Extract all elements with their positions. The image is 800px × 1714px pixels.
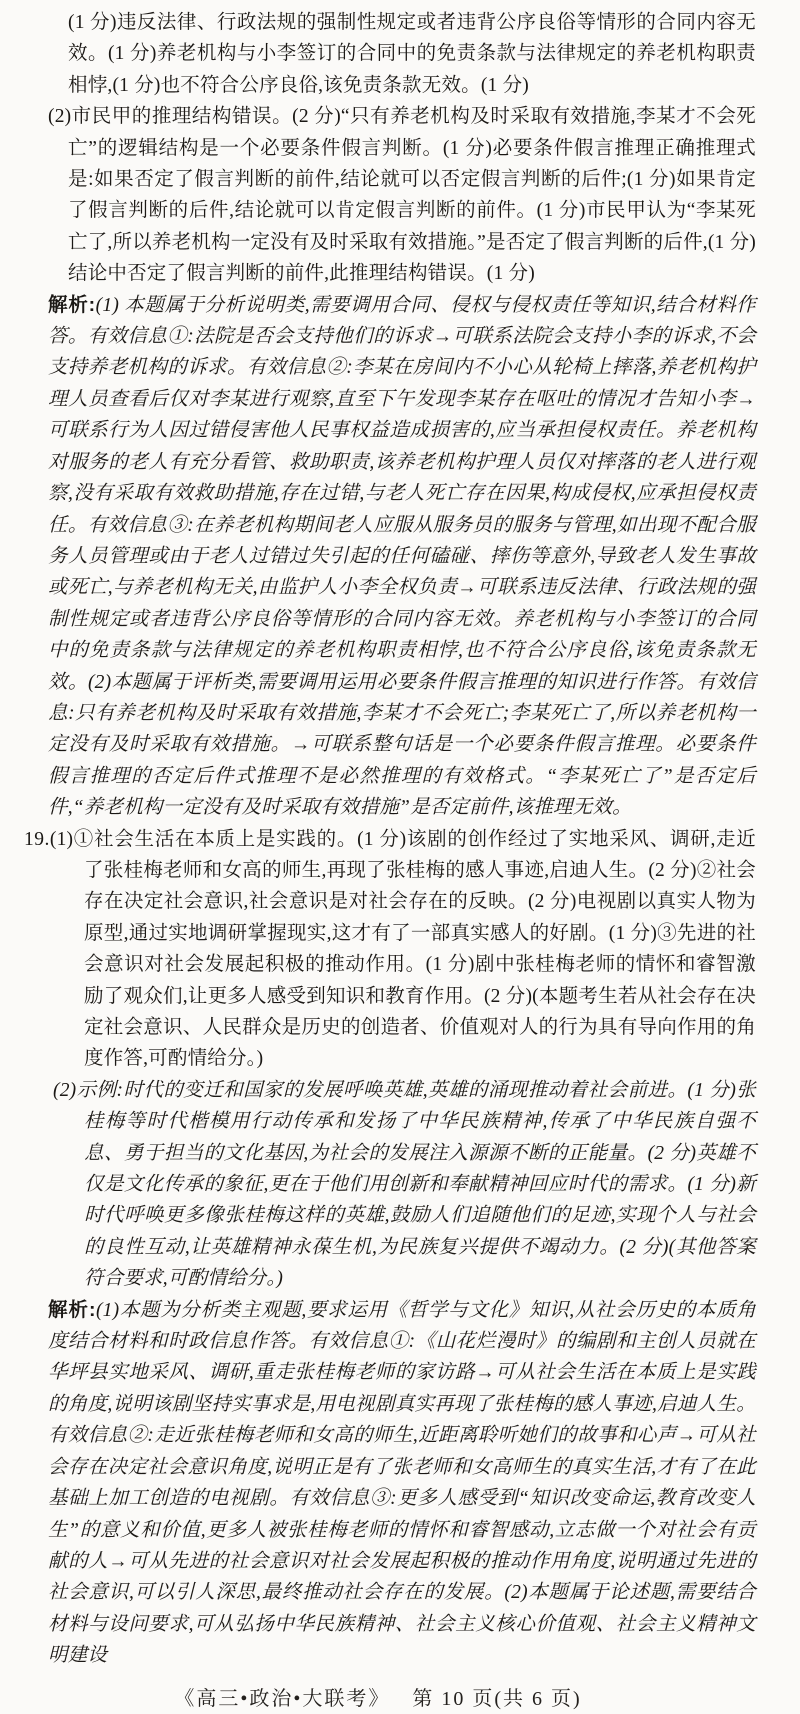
item-marker: (1) [49,828,74,850]
q18-answer1-continuation: (1 分)违反法律、行政法规的强制性规定或者违背公序良俗等情形的合同内容无效。(1 分)养老机构与小李签订的合同中的免责条款与法律规定的养老机构职责相悖,(1 分)也不符合公序良俗,该免责条款无效。(1 分) [68,12,756,96]
item-marker: (2) [48,106,72,128]
analysis-text: (1) 本题属于分析说明类,需要调用合同、侵权与侵权责任等知识,结合材料作答。有效信息①:法院是否会支持他们的诉求→可联系法院会支持小李的诉求,不会支持养老机构的诉求。有效信息②:李某在房间内不小心从轮椅上摔落,养老机构护理人员查看后仅对李某进行观察,直至下午发现李某存在呕吐的情况才告知小李→可联系行为人因过错侵害他人民事权益造成损害的,应当承担侵权责任。养老机构对服务的老人有充分看管、救助职责,该养老机构护理人员仅对摔落的老人进行观察,没有采取有效救助措施,存在过错,与老人死亡存在因果,构成侵权,应承担侵权责任。有效信息③:在养老机构期间老人应服从服务员的服务与管理,如出现不配合服务人员管理或由于老人过错过失引起的任何磕碰、摔伤等意外,导致老人发生事故或死亡,与养老机构无关,由监护人小李全权负责→可联系违反法律、行政法规的强制性规定或者违背公序良俗等情形的合同内容无效。养老机构与小李签订的合同中的免责条款与法律规定的养老机构职责相悖,也不符合公序良俗,该免责条款无效。(2)本题属于评析类,需要调用运用必要条件假言推理的知识进行作答。有效信息:只有养老机构及时采取有效措施,李某才不会死亡;李某死亡了,所以养老机构一定没有及时采取有效措施。→可联系整句话是一个必要条件假言推理。必要条件假言推理的否定后件式推理不是必然推理的有效格式。“李某死亡了”是否定后件,“养老机构一定没有及时采取有效措施”是否定前件,该推理无效。 [48,294,756,819]
q19-answer2 [0,1075,756,1295]
analysis-text: (1)本题为分析类主观题,要求运用《哲学与文化》知识,从社会历史的本质角度结合材料和时政信息作答。有效信息①:《山花烂漫时》的编剧和主创人员就在华坪县实地采风、调研,重走张桂梅老师的家访路→可从社会生活在本质上是实践的角度,说明该剧坚持实事求是,用电视剧真实再现了张桂梅的感人事迹,启迪人生。有效信息②:走近张桂梅老师和女高的师生,近距离聆听她们的故事和心声→可从社会存在决定社会意识角度,说明正是有了张老师和女高师生的真实生活,才有了在此基础上加工创造的电视剧。有效信息③:更多人感受到“知识改变命运,教育改变人生”的意义和价值,更多人被张桂梅老师的情怀和睿智感动,立志做一个对社会有贡献的人→可从先进的社会意识对社会发展起积极的推动作用角度,说明通过先进的社会意识,可以引人深思,最终推动社会存在的发展。(2)本题属于论述题,需要结合材料与设问要求,可从弘扬中华民族精神、社会主义核心价值观、社会主义精神文明建设 [48,1299,756,1667]
q18-analysis [0,290,756,824]
q18-answer2 [0,101,756,289]
answer-text: 示例:时代的变迁和国家的发展呼唤英雄,英雄的涌现推动着社会前进。(1 分)张桂梅等时代楷模用行动传承和发扬了中华民族精神,传承了中华民族自强不息、勇于担当的文化基因,为社会的发展注入源源不断的正能量。(2 分)英雄不仅是文化传承的象征,更在于他们用创新和奉献精神回应时代的需求。(1 分)新时代呼唤更多像张桂梅这样的英雄,鼓励人们追随他们的足迹,实现个人与社会的良性互动,让英雄精神永葆生机,为民族复兴提供不竭动力。(2 分)(其他答案符合要求,可酌情给分。) [76,1079,756,1290]
answer-text: 市民甲的推理结构错误。(2 分)“只有养老机构及时采取有效措施,李某才不会死亡”的逻辑结构是一个必要条件假言判断。(1 分)必要条件假言推理正确推理式是:如果否定了假言判断的前件,结论就可以否定假言判断的后件;(1 分)如果肯定了假言判断的后件,结论就可以肯定假言判断的前件。(1 分)市民甲认为“李某死亡了,所以养老机构一定没有及时采取有效措施。”是否定了假言判断的后件,(1 分)结论中否定了假言判断的前件,此推理结构错误。(1 分) [68,106,756,285]
analysis-label: 解析: [48,1298,96,1321]
page-footer [0,1684,756,1714]
q19-analysis [0,1295,756,1672]
item-marker: (2) [53,1079,77,1101]
footer-page-info: 第 10 页(共 6 页) [412,1687,582,1710]
footer-booklet-title: 《高三•政治•大联考》 [174,1687,391,1710]
q19-answer1 [0,824,756,1075]
question-number: 19. [24,828,50,850]
question-19-block [0,824,756,1672]
answer-text: ①社会生活在本质上是实践的。(1 分)该剧的创作经过了实地采风、调研,走近了张桂梅老师和女高的师生,再现了张桂梅的感人事迹,启迪人生。(2 分)②社会存在决定社会意识,社会意识是对社会存在的反映。(2 分)电视剧以真实人物为原型,通过实地调研掌握现实,这才有了一部真实感人的好剧。(1 分)③先进的社会意识对社会发展起积极的推动作用。(1 分)剧中张桂梅老师的情怀和睿智激励了观众们,让更多人感受到知识和教育作用。(2 分)(本题考生若从社会存在决定社会意识、人民群众是历史的创造者、价值观对人的行为具有导向作用的角度作答,可酌情给分。) [73,828,756,1070]
question-18-block [0,7,756,824]
analysis-label: 解析: [48,293,96,316]
